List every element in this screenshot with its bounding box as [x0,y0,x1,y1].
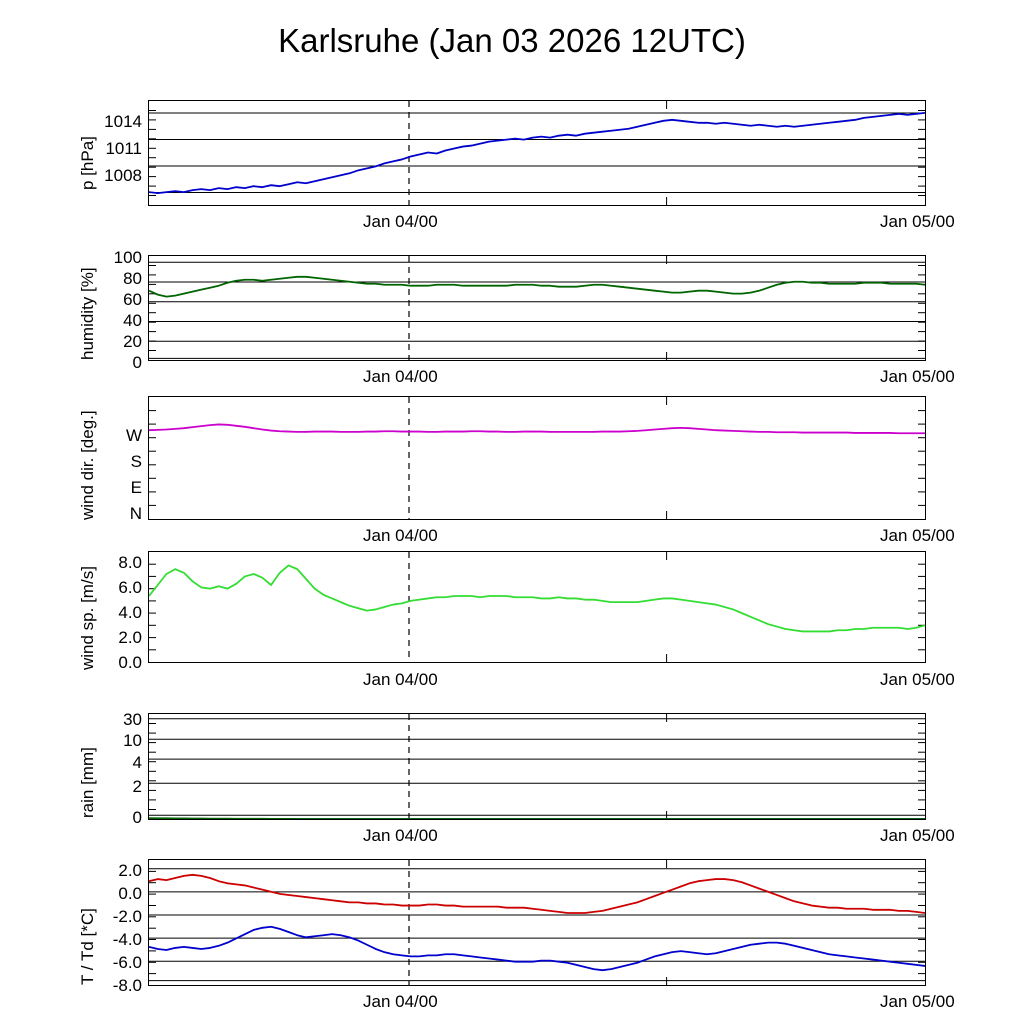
ytick-windsp-3: 6.0 [118,578,142,597]
xtick-humidity-1: Jan 05/00 [880,367,955,386]
ytick-temp-2: -4.0 [112,930,142,949]
ytick-temp-3: -2.0 [112,907,142,926]
plot-humidity [148,255,926,361]
ytick-humidity-0: 0 [132,353,142,372]
ytick-windsp-4: 8.0 [118,553,142,572]
axis-label-wind-sp: wind sp. [m/s] [78,566,97,670]
ytick-pressure-0: 1008 [104,166,142,185]
xtick-winddir-0: Jan 04/00 [363,526,438,545]
xtick-humidity-0: Jan 04/00 [363,367,438,386]
ytick-windsp-2: 4.0 [118,603,142,622]
xtick-windsp-1: Jan 05/00 [880,670,955,689]
ytick-humidity-2: 40 [123,311,142,330]
plot-temperature [148,859,926,986]
ytick-humidity-5: 100 [113,248,142,267]
ytick-humidity-1: 20 [123,332,142,351]
ytick-winddir-2: S [130,452,142,471]
ytick-winddir-1: E [130,478,142,497]
plot-wind-speed [148,551,926,663]
plot-rain [148,713,926,820]
ytick-windsp-1: 2.0 [118,628,142,647]
ytick-rain-1: 2 [132,777,142,796]
ytick-winddir-0: N [129,504,142,523]
xtick-temp-1: Jan 05/00 [880,992,955,1011]
ytick-temp-5: 2.0 [118,861,142,880]
ytick-temp-4: 0.0 [118,884,142,903]
axis-label-rain: rain [mm] [78,747,97,818]
plot-wind-direction [148,396,926,520]
xtick-winddir-1: Jan 05/00 [880,526,955,545]
ytick-winddir-3: W [125,426,142,445]
ytick-temp-1: -6.0 [112,953,142,972]
ytick-windsp-0: 0.0 [118,653,142,672]
xtick-windsp-0: Jan 04/00 [363,670,438,689]
xtick-rain-0: Jan 04/00 [363,826,438,845]
ytick-rain-4: 30 [123,710,142,729]
ytick-pressure-2: 1014 [104,112,142,131]
xtick-pressure-1: Jan 05/00 [880,212,955,231]
ytick-rain-2: 4 [132,753,142,772]
axis-label-pressure: p [hPa] [78,136,97,190]
plot-pressure [148,100,926,206]
ytick-temp-0: -8.0 [112,976,142,995]
xtick-temp-0: Jan 04/00 [363,992,438,1011]
ytick-pressure-1: 1011 [105,139,142,158]
xtick-rain-1: Jan 05/00 [880,826,955,845]
axis-label-temp: T / Td [*C] [78,908,97,985]
xtick-pressure-0: Jan 04/00 [363,212,438,231]
ytick-rain-3: 10 [123,731,142,750]
axis-label-wind-dir: wind dir. [deg.] [78,410,97,520]
axis-label-humidity: humidity [%] [78,267,97,360]
ytick-rain-0: 0 [132,808,142,827]
ytick-humidity-3: 60 [123,290,142,309]
ytick-humidity-4: 80 [123,269,142,288]
page-title: Karlsruhe (Jan 03 2026 12UTC) [278,22,746,59]
